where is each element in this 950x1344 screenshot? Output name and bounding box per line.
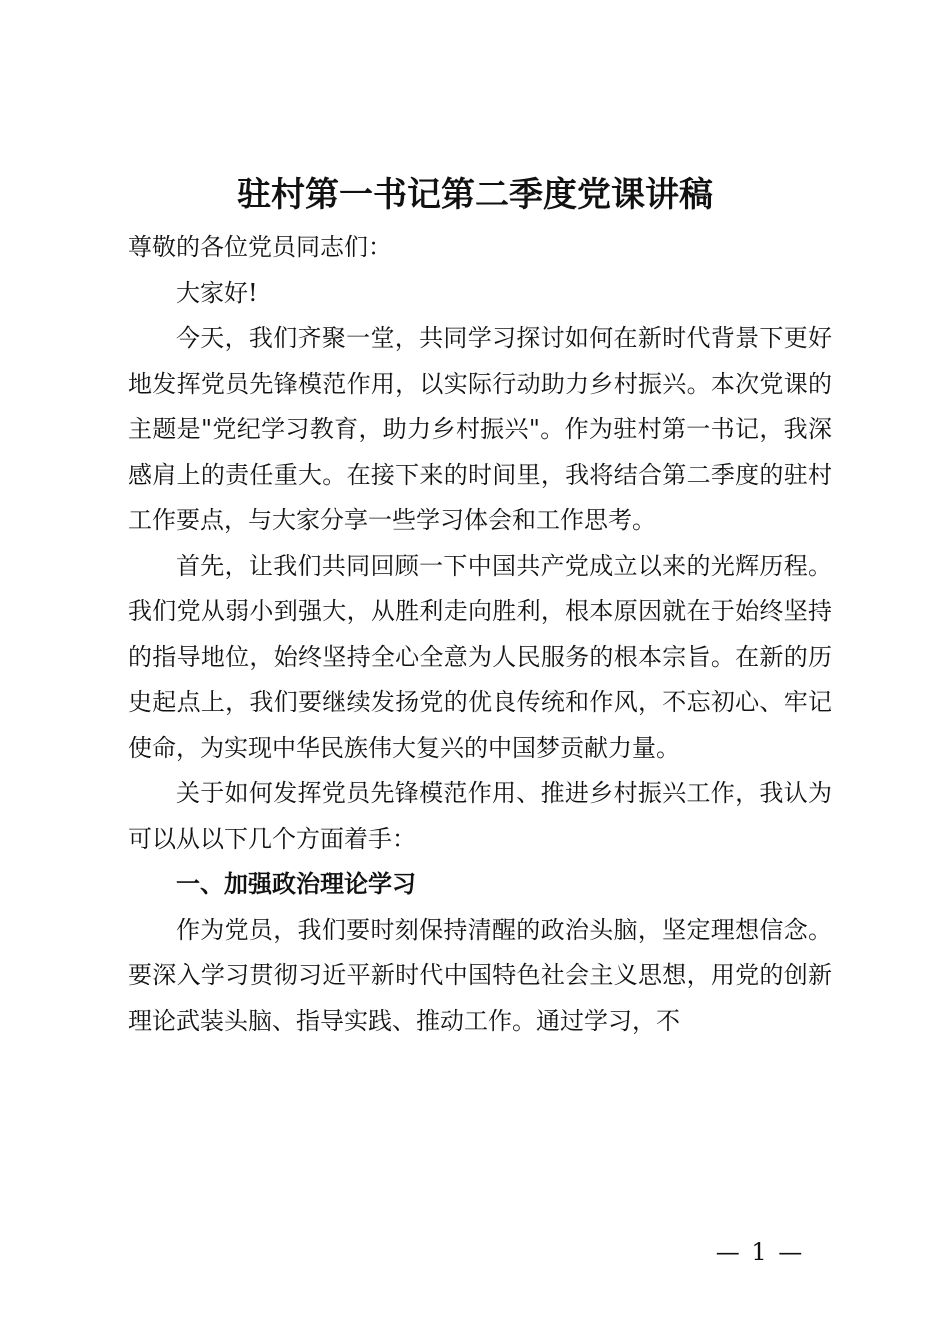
section-heading: 一、加强政治理论学习: [176, 870, 416, 898]
document-body: [128, 225, 832, 1044]
paragraph-approach: 关于如何发挥党员先锋模范作用、推进乡村振兴工作，我认为可以从以下几个方面着手：: [128, 779, 832, 853]
document-title: 驻村第一书记第二季度党课讲稿: [237, 175, 713, 215]
paragraph-intro: 今天，我们齐聚一堂，共同学习探讨如何在新时代背景下更好地发挥党员先锋模范作用，以实际行动助力乡村振兴。本次党课的主题是"党纪学习教育，助力乡村振兴"。作为驻村第一书记，我深感肩上的责任重大。在接下来的时间里，我将结合第二季度的驻村工作要点，与大家分享一些学习体会和工作思考。: [128, 324, 832, 534]
page-number: — 1 —: [715, 1238, 805, 1266]
section-paragraph: 作为党员，我们要时刻保持清醒的政治头脑，坚定理想信念。要深入学习贯彻习近平新时代中国特色社会主义思想，用党的创新理论武装头脑、指导实践、推动工作。通过学习，不: [128, 915, 832, 1035]
paragraph-history: 首先，让我们共同回顾一下中国共产党成立以来的光辉历程。我们党从弱小到强大，从胜利走向胜利，根本原因就在于始终坚持的指导地位，始终坚持全心全意为人民服务的根本宗旨。在新的历史起点上，我们要继续发扬党的优良传统和作风，不忘初心、牢记使命，为实现中华民族伟大复兴的中国梦贡献力量。: [128, 551, 832, 762]
salutation: 尊敬的各位党员同志们：: [128, 233, 392, 261]
greeting: 大家好!: [176, 278, 258, 307]
